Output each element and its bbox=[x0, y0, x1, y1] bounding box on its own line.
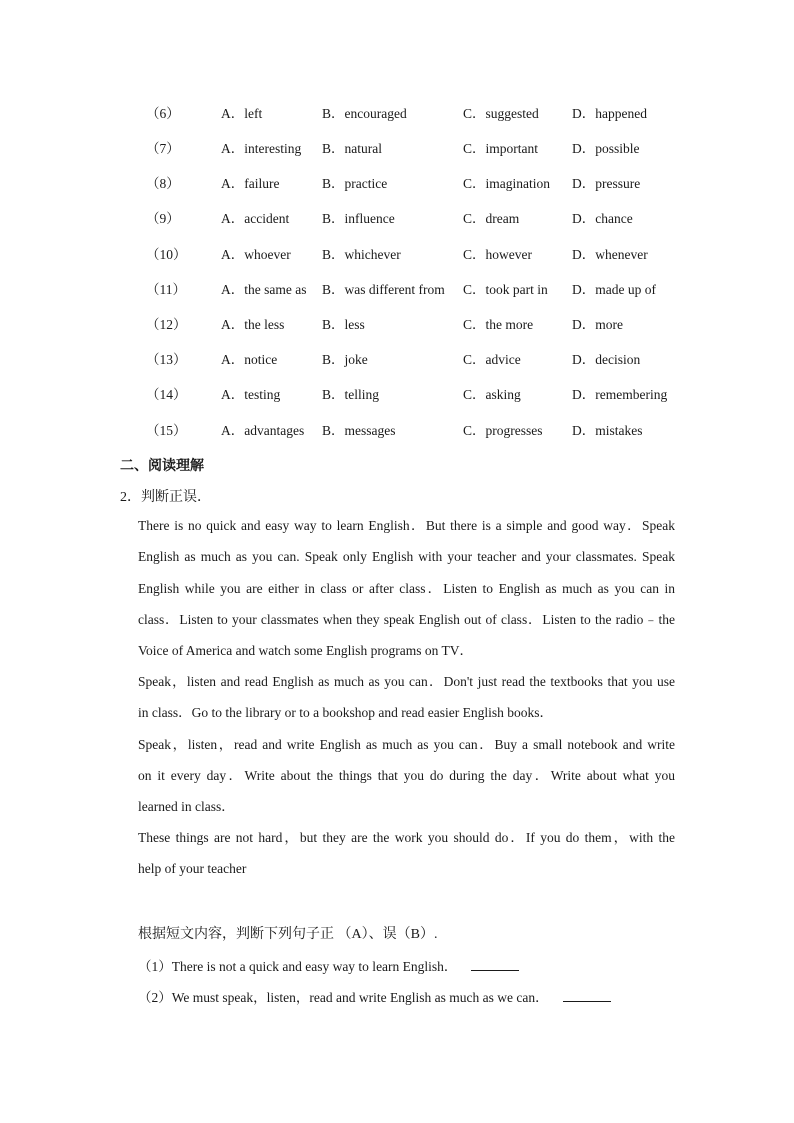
passage-line: English as much as you can. Speak only English with your teacher and your classmates. Speak bbox=[138, 549, 675, 564]
option-c: C．imagination bbox=[463, 176, 550, 191]
option-a: A．testing bbox=[221, 387, 281, 402]
option-c: C．advice bbox=[463, 352, 521, 367]
passage-line: learned in class． bbox=[138, 799, 235, 814]
question-number: （9） bbox=[146, 211, 180, 226]
option-c: C．the more bbox=[463, 317, 534, 332]
passage-line: These things are not hard，but they are the work you should do．If you do them，with the bbox=[138, 830, 675, 845]
option-c: C．suggested bbox=[463, 106, 539, 121]
option-b: B．practice bbox=[322, 176, 388, 191]
question-number: （15） bbox=[146, 423, 187, 438]
instruction: 根据短文内容，判断下列句子正 （A）、误（B）. bbox=[138, 927, 438, 942]
question-item-text: （2）We must speak，listen，read and write English as much as we can． bbox=[138, 990, 549, 1005]
question-number: （7） bbox=[146, 141, 180, 156]
passage-line: help of your teacher bbox=[138, 861, 247, 876]
option-c: C．took part in bbox=[463, 282, 548, 297]
option-c: C．important bbox=[463, 141, 538, 156]
option-b: B．messages bbox=[322, 423, 396, 438]
question-number: （11） bbox=[146, 282, 186, 297]
option-d: D．whenever bbox=[572, 247, 648, 262]
option-a: A．advantages bbox=[221, 423, 305, 438]
passage-line: There is no quick and easy way to learn English．But there is a simple and good way．Speak bbox=[138, 518, 675, 533]
section-title: 二、阅读理解 bbox=[120, 459, 204, 474]
question-number: （12） bbox=[146, 317, 187, 332]
option-c: C．asking bbox=[463, 387, 521, 402]
option-c: C．however bbox=[463, 247, 532, 262]
option-b: B．natural bbox=[322, 141, 382, 156]
option-b: B．was different from bbox=[322, 282, 445, 297]
question-number: （8） bbox=[146, 176, 180, 191]
passage-line: English while you are either in class or after class．Listen to English as much as you can in bbox=[138, 581, 675, 596]
option-d: D．more bbox=[572, 317, 623, 332]
question-item bbox=[138, 986, 611, 1006]
option-d: D．chance bbox=[572, 211, 633, 226]
option-d: D．decision bbox=[572, 352, 641, 367]
option-c: C．progresses bbox=[463, 423, 543, 438]
passage-line: Speak，listen，read and write English as much as you can．Buy a small notebook and write bbox=[138, 737, 675, 752]
question-item-text: （1）There is not a quick and easy way to learn English． bbox=[138, 959, 458, 974]
option-b: B．whichever bbox=[322, 247, 401, 262]
option-a: A．whoever bbox=[221, 247, 291, 262]
option-d: D．made up of bbox=[572, 282, 656, 297]
option-b: B．influence bbox=[322, 211, 395, 226]
option-a: A．accident bbox=[221, 211, 290, 226]
option-a: A．notice bbox=[221, 352, 278, 367]
option-a: A．the less bbox=[221, 317, 285, 332]
question-item bbox=[138, 955, 519, 975]
option-a: A．failure bbox=[221, 176, 280, 191]
answer-blank[interactable] bbox=[471, 958, 519, 971]
question-number: （13） bbox=[146, 352, 187, 367]
question-number: （14） bbox=[146, 387, 187, 402]
question-title: 2．判断正误． bbox=[120, 490, 211, 505]
option-b: B．joke bbox=[322, 352, 368, 367]
option-b: B．telling bbox=[322, 387, 379, 402]
passage-line: class．Listen to your classmates when they speak English out of class．Listen to the radio﹣the bbox=[138, 612, 675, 627]
question-number: （10） bbox=[146, 247, 187, 262]
option-d: D．remembering bbox=[572, 387, 668, 402]
option-b: B．less bbox=[322, 317, 365, 332]
option-a: A．interesting bbox=[221, 141, 302, 156]
option-d: D．pressure bbox=[572, 176, 641, 191]
option-d: D．possible bbox=[572, 141, 640, 156]
option-a: A．left bbox=[221, 106, 263, 121]
passage-line: Speak，listen and read English as much as you can．Don't just read the textbooks that you use bbox=[138, 674, 675, 689]
option-d: D．mistakes bbox=[572, 423, 643, 438]
question-number: （6） bbox=[146, 106, 180, 121]
passage-line: in class．Go to the library or to a bookshop and read easier English books． bbox=[138, 705, 554, 720]
passage-line: on it every day．Write about the things that you do during the day．Write about what you bbox=[138, 768, 675, 783]
answer-blank[interactable] bbox=[563, 989, 611, 1002]
option-d: D．happened bbox=[572, 106, 647, 121]
passage-line: Voice of America and watch some English programs on TV． bbox=[138, 643, 474, 658]
option-a: A．the same as bbox=[221, 282, 307, 297]
option-b: B．encouraged bbox=[322, 106, 407, 121]
option-c: C．dream bbox=[463, 211, 520, 226]
